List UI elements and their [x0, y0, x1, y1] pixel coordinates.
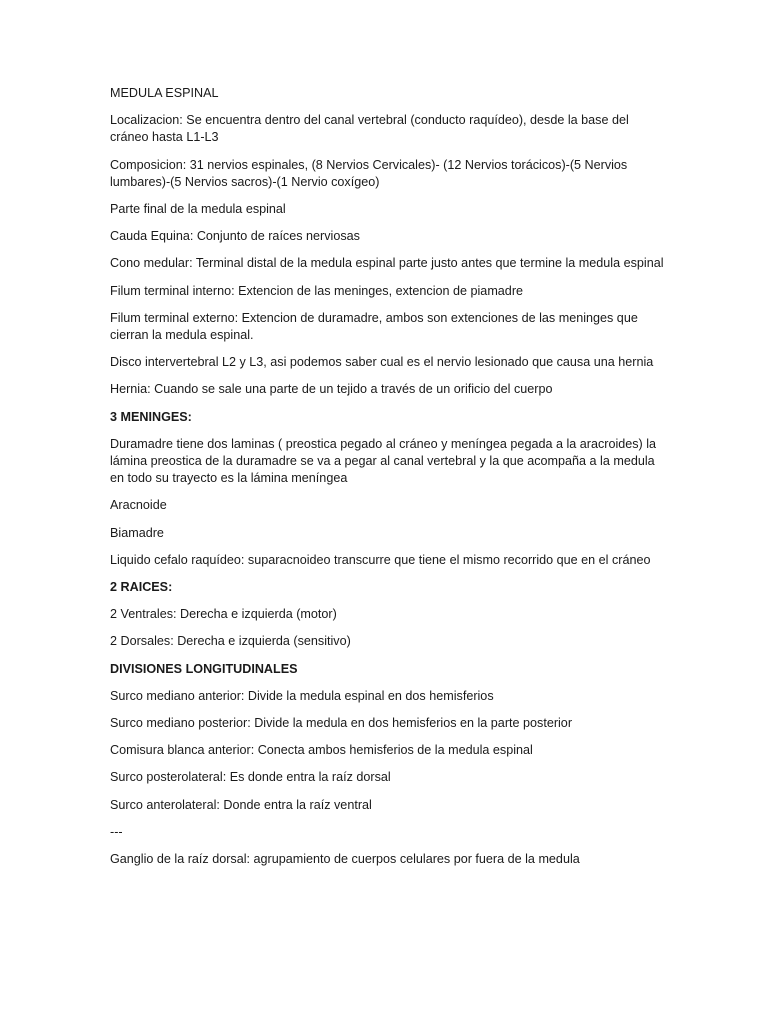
paragraph-cono-medular: Cono medular: Terminal distal de la medula espinal parte justo antes que termine la medula espinal — [110, 256, 664, 271]
paragraph-duramadre: Duramadre tiene dos laminas ( preostica pegado al cráneo y meníngea pegada a la aracroides) la lámina preostica de la duramadre se va a pegar al canal vertebral y la que acompaña a la medula en todo su trayecto es la lámina meníngea — [110, 436, 657, 486]
paragraph-composicion: Composicion: 31 nervios espinales, (8 Nervios Cervicales)- (12 Nervios torácicos)-(5 Nervios lumbares)-(5 Nervios sacros)-(1 Nervio coxígeo) — [110, 157, 628, 189]
paragraph-hernia: Hernia: Cuando se sale una parte de un tejido a través de un orificio del cuerpo — [110, 382, 553, 397]
paragraph-comisura-blanca: Comisura blanca anterior: Conecta ambos hemisferios de la medula espinal — [110, 743, 533, 758]
paragraph-surco-mediano-anterior: Surco mediano anterior: Divide la medula espinal en dos hemisferios — [110, 688, 494, 703]
document-title: MEDULA ESPINAL — [110, 86, 219, 100]
paragraph-filum-externo: Filum terminal externo: Extencion de duramadre, ambos son extenciones de las meninges que cierran la medula espinal. — [110, 310, 638, 343]
paragraph-localizacion: Localizacion: Se encuentra dentro del canal vertebral (conducto raquídeo), desde la base del cráneo hasta L1-L3 — [110, 113, 629, 145]
paragraph-surco-posterolateral: Surco posterolateral: Es donde entra la raíz dorsal — [110, 770, 391, 785]
paragraph-parte-final: Parte final de la medula espinal — [110, 202, 286, 217]
paragraph-cauda-equina: Cauda Equina: Conjunto de raíces nerviosas — [110, 229, 360, 244]
paragraph-surco-anterolateral: Surco anterolateral: Donde entra la raíz ventral — [110, 797, 372, 812]
section-heading-meninges: 3 MENINGES: — [110, 409, 192, 424]
paragraph-ganglio: Ganglio de la raíz dorsal: agrupamiento de cuerpos celulares por fuera de la medula — [110, 852, 580, 867]
paragraph-dorsales: 2 Dorsales: Derecha e izquierda (sensitivo) — [110, 634, 351, 649]
paragraph-aracnoide: Aracnoide — [110, 498, 167, 513]
paragraph-surco-mediano-posterior: Surco mediano posterior: Divide la medula en dos hemisferios en la parte posterior — [110, 716, 573, 731]
paragraph-filum-interno: Filum terminal interno: Extencion de las meninges, extencion de piamadre — [110, 283, 524, 298]
paragraph-disco-intervertebral: Disco intervertebral L2 y L3, asi podemos saber cual es el nervio lesionado que causa una hernia — [110, 355, 654, 370]
separator-dashes: --- — [110, 824, 123, 839]
paragraph-biamadre: Biamadre — [110, 525, 164, 540]
section-heading-divisiones: DIVISIONES LONGITUDINALES — [110, 661, 298, 676]
section-heading-raices: 2 RAICES: — [110, 580, 173, 595]
paragraph-liquido-cefalo: Liquido cefalo raquídeo: suparacnoideo transcurre que tiene el mismo recorrido que en el cráneo — [110, 552, 651, 567]
paragraph-ventrales: 2 Ventrales: Derecha e izquierda (motor) — [110, 607, 337, 622]
